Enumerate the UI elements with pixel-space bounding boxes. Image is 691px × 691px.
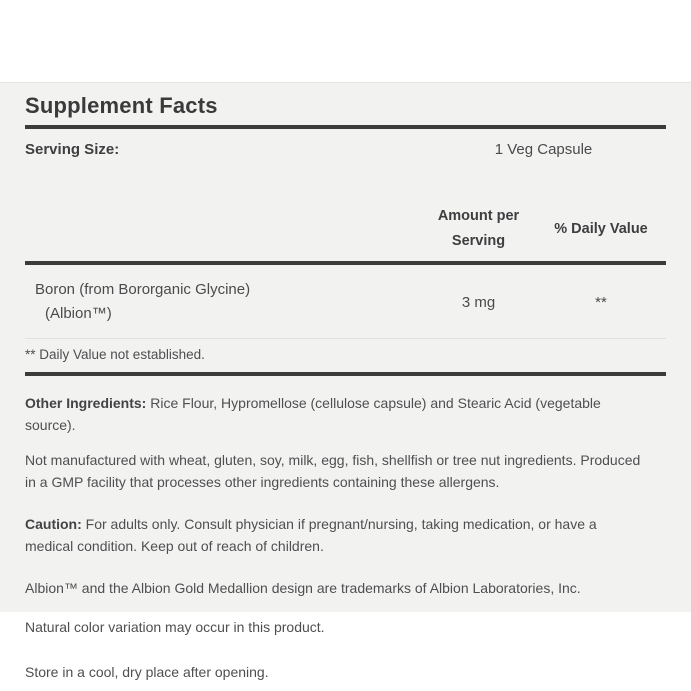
ingredient-amount: 3 mg (461, 293, 496, 311)
amount-header-line2: Serving (451, 233, 506, 249)
allergen-paragraph (25, 449, 647, 493)
storage-paragraph (25, 661, 647, 683)
other-ingredients-paragraph (25, 392, 647, 436)
divider-top (25, 125, 666, 129)
allergen-text: Not manufactured with wheat, gluten, soy, milk, egg, fish, shellfish or tree nut ingredients. Produced in a GMP facility that processes other ingredients containing these allergens. (25, 452, 641, 490)
serving-size-value: 1 Veg Capsule (494, 141, 593, 158)
ingredient-name (25, 278, 421, 326)
column-header-amount (421, 204, 536, 254)
caution-text: For adults only. Consult physician if pregnant/nursing, taking medication, or have a medical condition. Keep out of reach of children. (25, 516, 597, 554)
color-variation-paragraph (25, 616, 647, 638)
supplement-facts-panel (0, 82, 691, 680)
serving-size-label: Serving Size: (25, 141, 120, 158)
daily-value-footnote: ** Daily Value not established. (25, 347, 205, 362)
ingredient-name-line2: (Albion™) (45, 305, 112, 322)
other-ingredients-label: Other Ingredients: (25, 395, 147, 411)
caution-paragraph (25, 513, 647, 557)
divider-header (25, 261, 666, 265)
divider-bottom (25, 372, 666, 376)
ingredient-row (25, 278, 666, 326)
divider-footnote (25, 338, 666, 339)
trademark-text: Albion™ and the Albion Gold Medallion design are trademarks of Albion Laboratories, Inc. (25, 580, 581, 596)
trademark-paragraph (25, 577, 647, 599)
ingredient-name-line1: Boron (from Bororganic Glycine) (35, 281, 251, 298)
panel-title: Supplement Facts (25, 93, 218, 118)
amount-header-line1: Amount per (437, 208, 520, 224)
column-header-daily-value: % Daily Value (554, 220, 648, 237)
info-paragraphs (25, 392, 666, 683)
color-variation-text: Natural color variation may occur in this product. (25, 619, 325, 635)
serving-size-row (25, 141, 666, 158)
other-ingredients-text: Rice Flour, Hypromellose (cellulose capsule) and Stearic Acid (vegetable source). (25, 395, 601, 433)
ingredient-daily-value: ** (595, 293, 607, 311)
column-headers-row (25, 204, 666, 254)
storage-text: Store in a cool, dry place after opening. (25, 664, 269, 680)
caution-label: Caution: (25, 516, 82, 532)
